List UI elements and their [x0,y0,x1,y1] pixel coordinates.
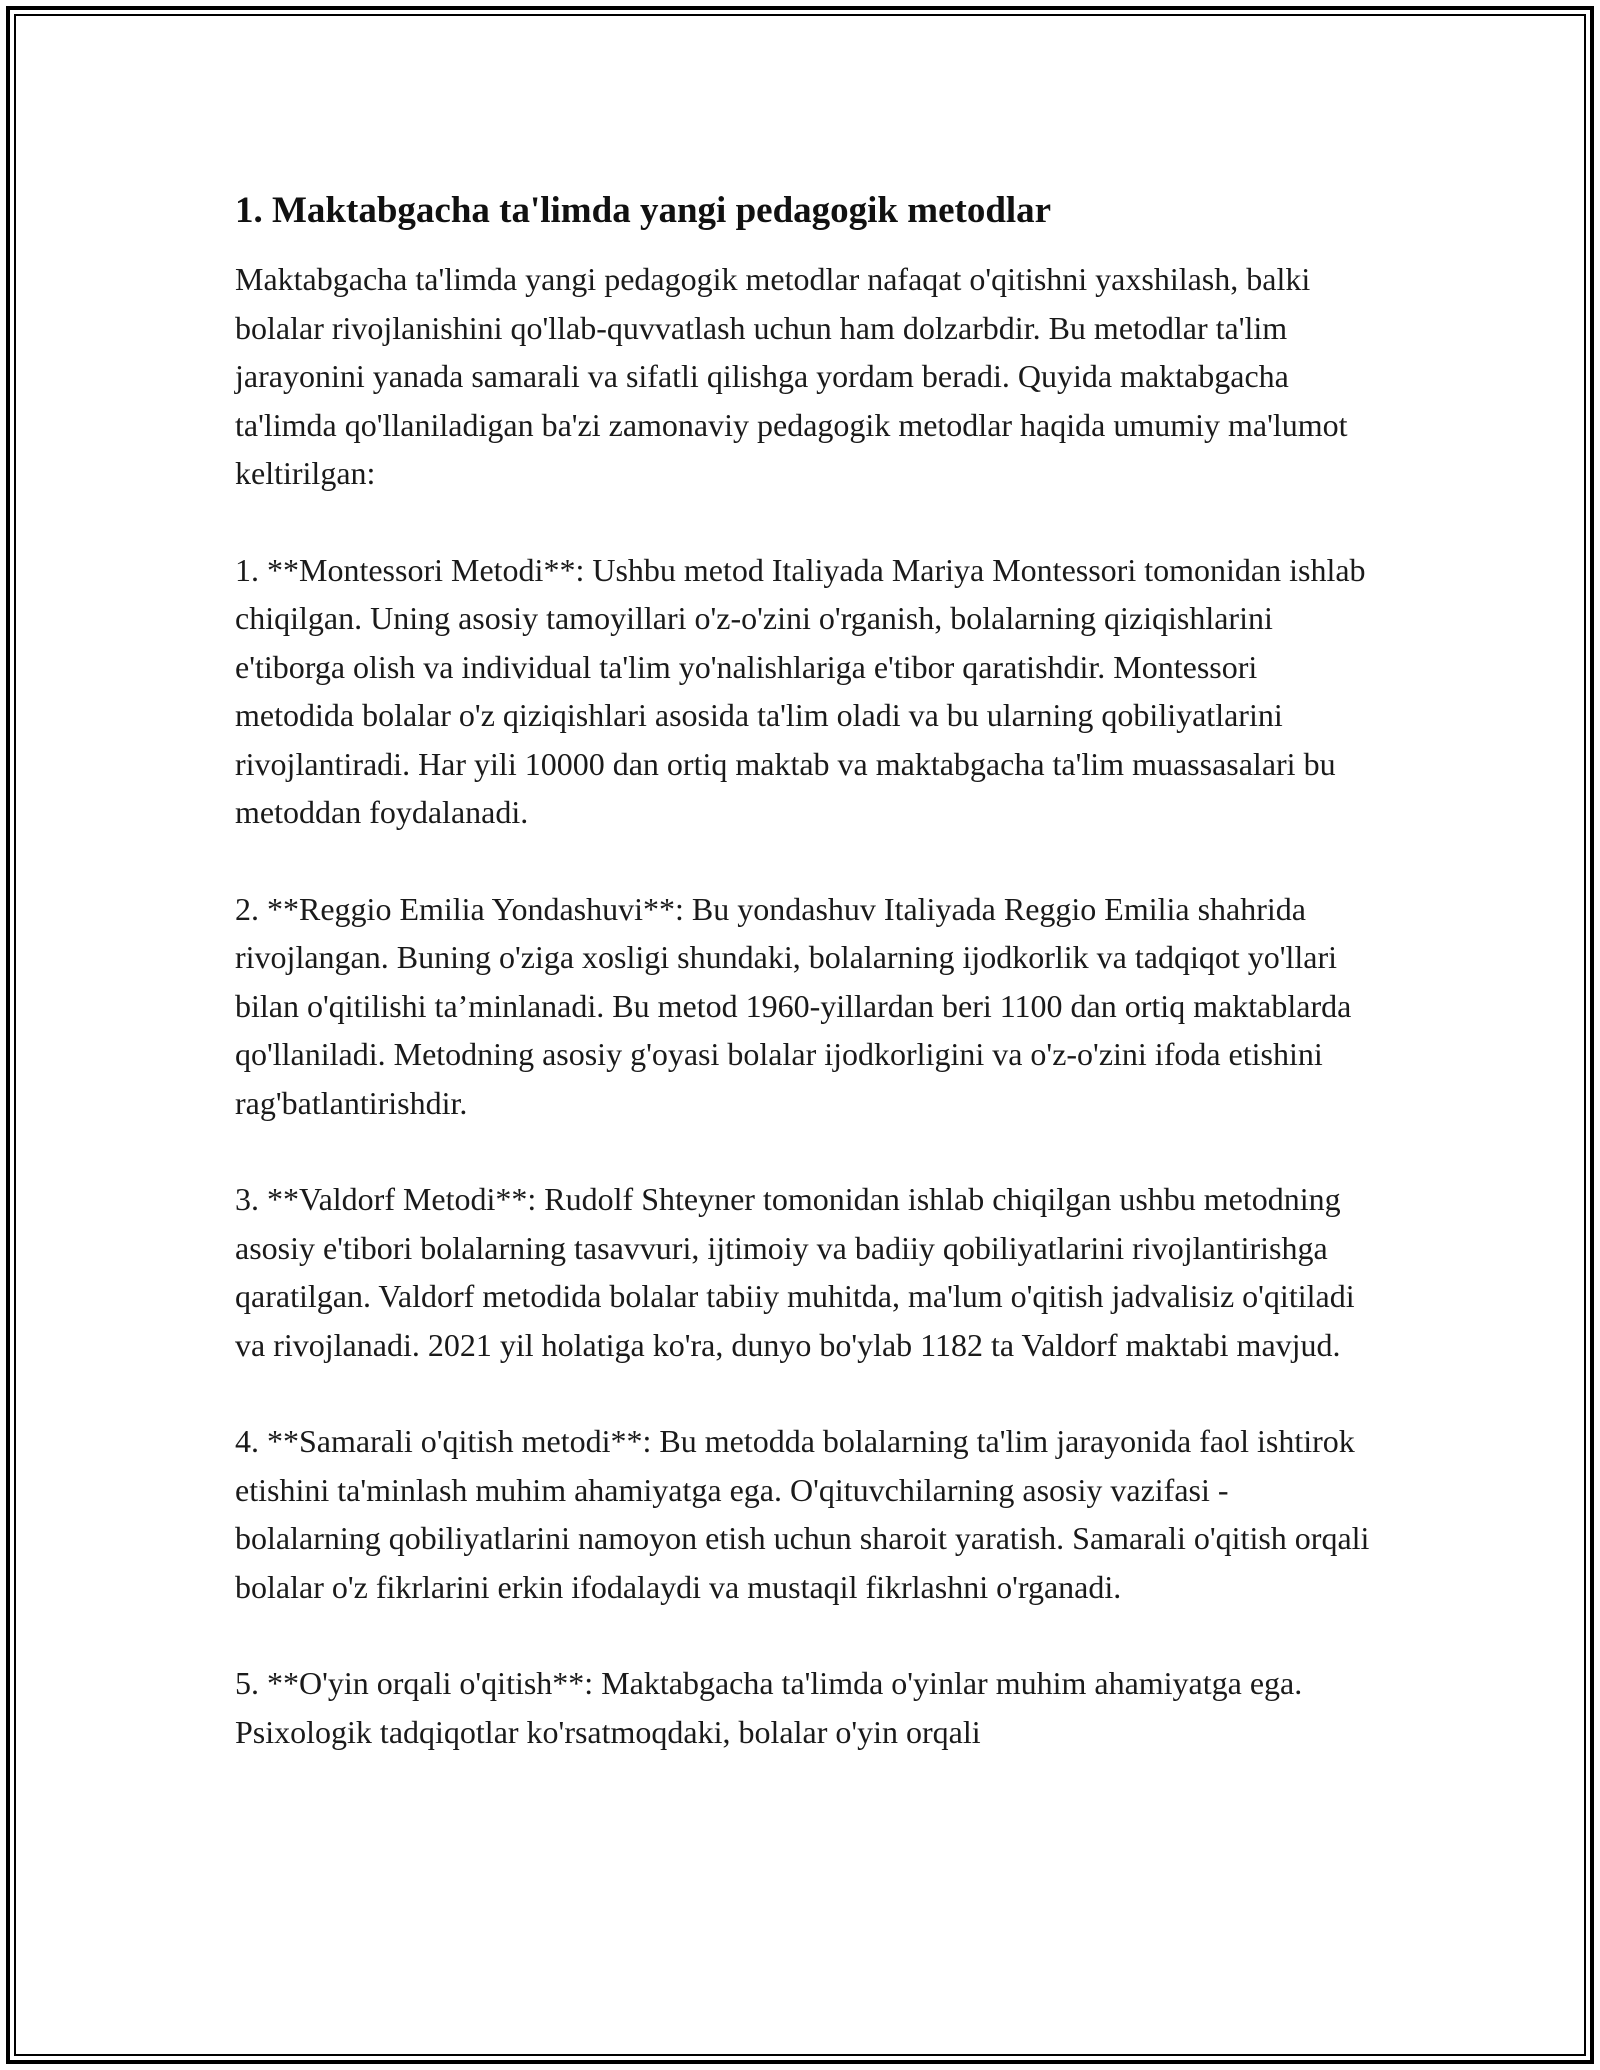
paragraph-samarali: 4. **Samarali o'qitish metodi**: Bu metodda bolalarning ta'lim jarayonida faol ishtirok etishini ta'minlash muhim ahamiyatga ega. O'qituvchilarning asosiy vazifasi - bolalarning qobiliyatlarini namoyon etish uchun sharoit yaratish. Samarali o'qitish orqali bolalar o'z fikrlarini erkin ifodalaydi va mustaqil fikrlashni o'rganadi. [235,1423,1370,1605]
document-body [235,185,1375,1804]
intro-paragraph: Maktabgacha ta'limda yangi pedagogik metodlar nafaqat o'qitishni yaxshilash, balki bolalar rivojlanishini qo'llab-quvvatlash uchun ham dolzarbdir. Bu metodlar ta'lim jarayonini yanada samarali va sifatli qilishga yordam beradi. Quyida maktabgacha ta'limda qo'llaniladigan ba'zi zamonaviy pedagogik metodlar haqida umumiy ma'lumot keltirilgan: [235,261,1348,491]
paragraph-valdorf: 3. **Valdorf Metodi**: Rudolf Shteyner tomonidan ishlab chiqilgan ushbu metodning asosiy e'tibori bolalarning tasavvuri, ijtimoiy va badiiy qobiliyatlarini rivojlantirishga qaratilgan. Valdorf metodida bolalar tabiiy muhitda, ma'lum o'qitish jadvalisiz o'qitiladi va rivojlanadi. 2021 yil holatiga ko'ra, dunyo bo'ylab 1182 ta Valdorf maktabi mavjud. [235,1181,1355,1363]
page-title: 1. Maktabgacha ta'limda yangi pedagogik metodlar [235,190,1052,231]
paragraph-montessori: 1. **Montessori Metodi**: Ushbu metod Italiyada Mariya Montessori tomonidan ishlab chiqilgan. Uning asosiy tamoyillari o'z-o'zini o'rganish, bolalarning qiziqishlarini e'tiborga olish va individual ta'lim yo'nalishlariga e'tibor qaratishdir. Montessori metodida bolalar o'z qiziqishlari asosida ta'lim oladi va bu ularning qobiliyatlarini rivojlantiradi. Har yili 10000 dan ortiq maktab va maktabgacha ta'lim muassasalari bu metoddan foydalanadi. [235,551,1366,830]
paragraph-reggio-emilia: 2. **Reggio Emilia Yondashuvi**: Bu yondashuv Italiyada Reggio Emilia shahrida rivojlangan. Buning o'ziga xosligi shundaki, bolalarning ijodkorlik va tadqiqot yo'llari bilan o'qitilishi ta’minlanadi. Bu metod 1960-yillardan beri 1100 dan ortiq maktablarda qo'llaniladi. Metodning asosiy g'oyasi bolalar ijodkorligini va o'z-o'zini ifoda etishini rag'batlantirishdir. [235,890,1352,1121]
paragraph-oyin: 5. **O'yin orqali o'qitish**: Maktabgacha ta'limda o'yinlar muhim ahamiyatga ega. Psixologik tadqiqotlar ko'rsatmoqdaki, bolalar o'yin orqali [235,1665,1303,1750]
